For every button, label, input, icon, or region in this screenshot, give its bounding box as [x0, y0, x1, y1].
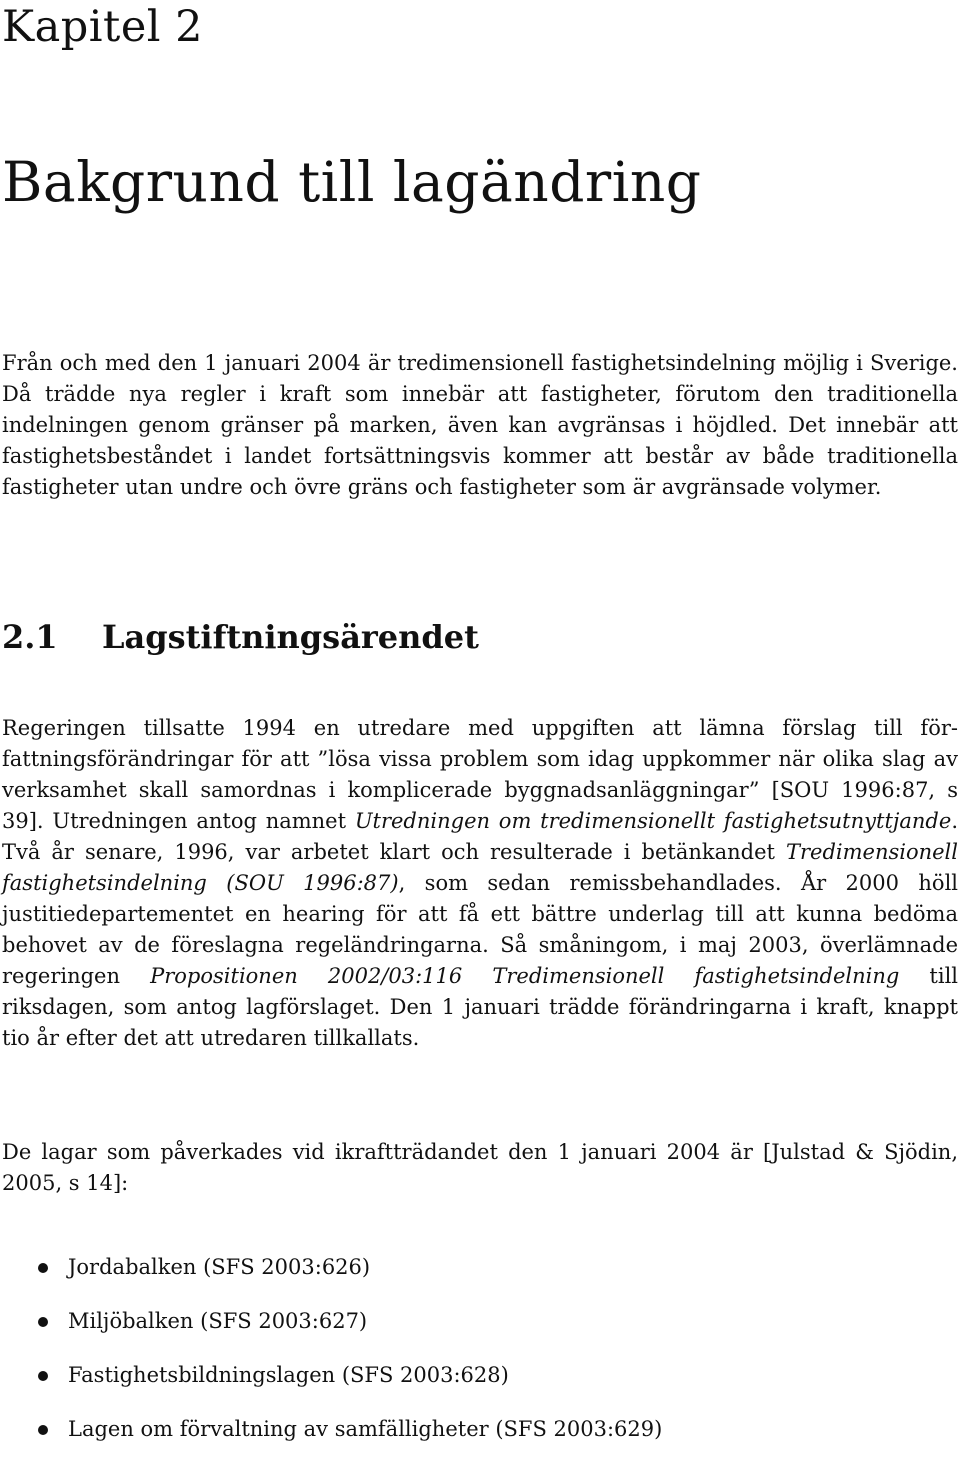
list-item [0, 1407, 662, 1461]
list-item-text: Jordabalken (SFS 2003:626) [68, 1255, 371, 1279]
list-item [0, 1353, 662, 1407]
list-item [0, 1245, 662, 1299]
legislation-paragraph [2, 713, 958, 1054]
bullet-icon [38, 1317, 48, 1327]
legislation-text-part: till riksdagen, som antog lagförslaget. Den 1 januari trädde förändringarna i kraft, knappt tio år efter det att utredaren tillkallats. [2, 964, 959, 1050]
laws-list [0, 1245, 662, 1461]
bullet-icon [38, 1425, 48, 1435]
proposition-title-italic: Propositionen 2002/03:116 Tredimensionell fastighetsindelning [150, 964, 900, 988]
intro-paragraph: Från och med den 1 januari 2004 är tredimensionell fastighetsindelning möjlig i Sverige. Då trädde nya regler i kraft som innebär att fastigheter, förutom den traditionella indelningen genom gränser på marken, även kan avgränsas i höjdled. Det innebär att fastighetsbeståndet i landet fortsättningsvis kommer att består av både traditionella fastigheter utan undre och övre gräns och fastigheter som är avgränsade volymer. [2, 351, 958, 499]
bullet-icon [38, 1263, 48, 1273]
list-item-text: Fastighetsbildningslagen (SFS 2003:628) [68, 1363, 509, 1387]
section-title: Lagstiftningsärendet [102, 618, 479, 656]
section-heading [2, 615, 479, 659]
list-item [0, 1299, 662, 1353]
report-title-italic: Tredimensionell fastighetsindelning (SOU 1996:87) [2, 840, 958, 895]
list-item-text: Miljöbalken (SFS 2003:627) [68, 1309, 368, 1333]
chapter-label: Kapitel 2 [2, 2, 204, 52]
report-name-italic: Utredningen om tredimensionellt fastighetsutnyttjande [354, 809, 952, 833]
bullet-icon [38, 1371, 48, 1381]
legislation-text-part: . Två år senare, 1996, var arbetet klart och resulterade i betänkandet [2, 809, 958, 864]
laws-intro-paragraph: De lagar som påverkades vid ikraftträdandet den 1 januari 2004 är [Julstad & Sjödin, 2005, s 14]: [2, 1140, 958, 1195]
chapter-title: Bakgrund till lagändring [2, 150, 702, 214]
section-number: 2.1 [2, 618, 58, 656]
legislation-text-part: Regeringen tillsatte 1994 en utredare med uppgiften att lämna förslag till författningsförändringar för att ”lösa vissa problem som idag uppkommer när olika slag av verksamhet skall samordnas i komplicerade byggnadsanläggningar” [SOU 1996:87, s 39]. Utredningen antog namnet [2, 716, 958, 833]
list-item-text: Lagen om förvaltning av samfälligheter (SFS 2003:629) [68, 1417, 663, 1441]
legislation-text-part: , som sedan remissbehandlades. År 2000 höll justitiedepartementet en hearing för att få ett bättre underlag till att kunna bedöma behovet av de föreslagna regeländringarna. Så småningom, i maj 2003, överlämnade regeringen [2, 871, 958, 988]
